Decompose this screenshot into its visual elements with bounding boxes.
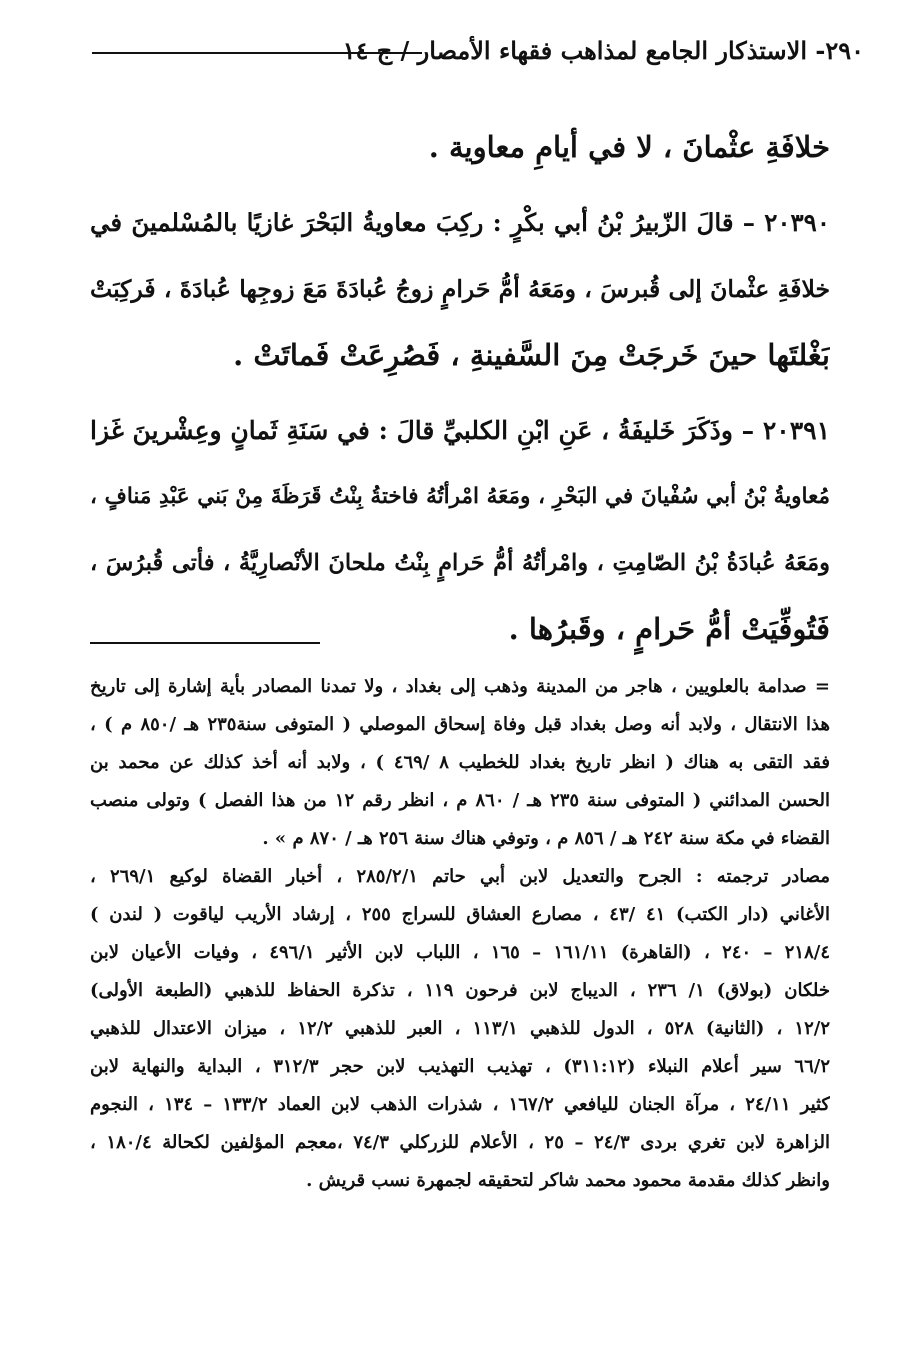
footnote-separator bbox=[90, 642, 320, 644]
text-line: ٢٠٣٩١ – وذَكَرَ خَليفَةُ ، عَنِ ابْنِ الكلبيِّ قالَ : في سَنَةِ ثَمانٍ وعِشْرينَ غَزا bbox=[90, 416, 830, 445]
text-line: فَتُوفِّيَتْ أمُّ حَرامٍ ، وقَبرُها . bbox=[508, 612, 830, 646]
footnote-line: = صدامة بالعلويين ، هاجر من المدينة وذهب إلى بغداد ، ولا تمدنا المصادر بأية إشارة إلى تاريخ bbox=[90, 676, 830, 697]
paragraph-20391 bbox=[90, 398, 830, 662]
footnote-line: الأغاني (دار الكتب) ٤١ /٤٣ ، مصارع العشاق للسراج ٢٥٥ ، إرشاد الأريب لياقوت ( لندن ) bbox=[90, 904, 830, 925]
text-line: مُعاويةُ بْنُ أبي سُفْيانَ في البَحْرِ ، ومَعَهُ امْرأتُهُ فاختةُ بِنْتُ قَرَظَةَ مِنْ بَني عَبْدِ مَنافٍ ، bbox=[90, 484, 830, 509]
text-line: ٢٠٣٩٠ – قالَ الزّبيرُ بْنُ أبي بكْرٍ : ركِبَ معاويةُ البَحْرَ غازيًا بالمُسْلمينَ في bbox=[90, 208, 830, 237]
main-text bbox=[90, 114, 830, 662]
footnote-line: ١٢/٢ ، (الثانية) ٥٢٨ ، الدول للذهبي ١١٣/١ ، العبر للذهبي ١٢/٢ ، ميزان الاعتدال للذهبي bbox=[90, 1018, 830, 1039]
footnote-line: وانظر كذلك مقدمة محمود محمد شاكر لتحقيقه لجمهرة نسب قريش . bbox=[306, 1170, 830, 1191]
paragraph-20390 bbox=[90, 190, 830, 388]
footnote-line: فقد التقى به هناك ( انظر تاريخ بغداد للخطيب ٨ /٤٦٩ ) ، ولابد أنه أخذ كذلك عن محمد بن bbox=[90, 752, 830, 773]
header-rule bbox=[92, 52, 422, 54]
footnote-line: ٦٦/٢ سير أعلام النبلاء (٣١١:١٢) ، تهذيب التهذيب لابن حجر ٣١٢/٣ ، البداية والنهاية لابن bbox=[90, 1056, 830, 1077]
footnote-line: الحسن المدائني ( المتوفى سنة ٢٣٥ هـ / ٨٦٠ م ، انظر رقم ١٢ من هذا الفصل ) وتولى منصب bbox=[90, 790, 830, 811]
text-line: خلافَةِ عثْمانَ إلى قُبرسَ ، ومَعَهُ أمُّ حَرامٍ زوجُ عُبادَةَ مَعَ زوجِها عُبادَةَ ، فَركِبَتْ bbox=[90, 275, 830, 303]
footnote-line: ٢١٨/٤ – ٢٤٠ ، (القاهرة) ١٦١/١١ – ١٦٥ ، اللباب لابن الأثير ٤٩٦/١ ، وفيات الأعيان لابن bbox=[90, 942, 830, 963]
footnotes bbox=[90, 668, 830, 1200]
page-header bbox=[92, 36, 864, 76]
text-line: خلافَةِ عثْمانَ ، لا في أيامِ معاوية . bbox=[428, 130, 830, 164]
footnote-line: هذا الانتقال ، ولابد أنه وصل بغداد قبل وفاة إسحاق الموصلي ( المتوفى سنة٢٣٥ هـ /٨٥٠ م ) ، bbox=[90, 714, 830, 735]
paragraph-continuation bbox=[90, 114, 830, 180]
footnote-line: القضاء في مكة سنة ٢٤٢ هـ / ٨٥٦ م ، وتوفي هناك سنة ٢٥٦ هـ / ٨٧٠ م » . bbox=[262, 828, 830, 849]
running-title: ٢٩٠- الاستذكار الجامع لمذاهب فقهاء الأمصار / ج ١٤ bbox=[342, 36, 864, 65]
footnote-line: مصادر ترجمته : الجرح والتعديل لابن أبي حاتم ٢٨٥/٢/١ ، أخبار القضاة لوكيع ٢٦٩/١ ، bbox=[90, 866, 830, 887]
text-line: ومَعَهُ عُبادَةُ بْنُ الصّامِتِ ، وامْرأتُهُ أمُّ حَرامٍ بِنْتُ ملحانَ الأنْصارِيَّةُ ، فأتى قُبرُسَ ، bbox=[90, 550, 830, 576]
text-line: بَغْلتَها حينَ خَرجَتْ مِنَ السَّفينةِ ، فَصُرِعَتْ فَماتَتْ . bbox=[233, 338, 830, 372]
footnote-line: خلكان (بولاق) ١/ ٢٣٦ ، الديباج لابن فرحون ١١٩ ، تذكرة الحفاظ للذهبي (الطبعة الأولى) bbox=[90, 980, 830, 1001]
footnote-line: الزاهرة لابن تغري بردى ٢٤/٣ – ٢٥ ، الأعلام للزركلي ٧٤/٣ ،معجم المؤلفين لكحالة ١٨٠/٤ ، bbox=[90, 1132, 830, 1153]
footnote-line: كثير ٢٤/١١ ، مرآة الجنان لليافعي ١٦٧/٢ ، شذرات الذهب لابن العماد ١٣٣/٢ – ١٣٤ ، النجوم bbox=[90, 1094, 830, 1115]
